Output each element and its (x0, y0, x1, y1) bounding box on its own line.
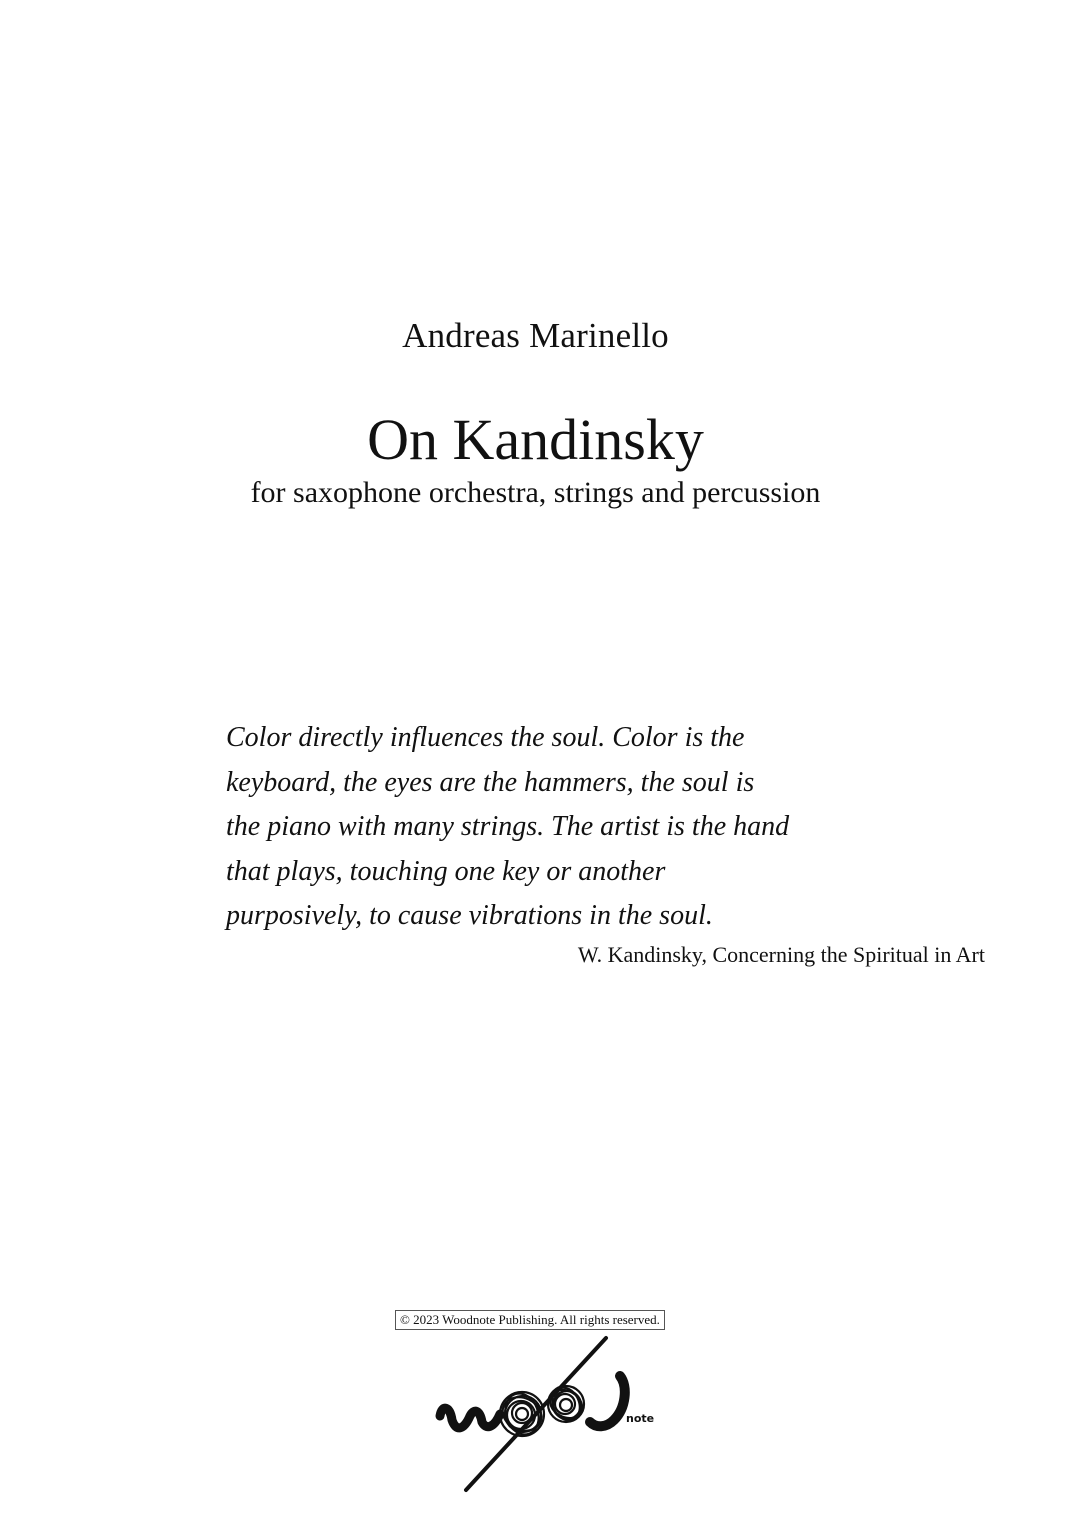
epigraph-line: purposively, to cause vibrations in the soul. (226, 900, 713, 931)
epigraph-line: keyboard, the eyes are the hammers, the soul is (226, 766, 755, 798)
epigraph-line: that plays, touching one key or another (226, 855, 666, 887)
epigraph-line: Color directly influences the soul. Color is the (226, 722, 745, 753)
woodnote-logo-icon (430, 1334, 660, 1494)
work-title: On Kandinsky (367, 407, 704, 472)
epigraph-attribution: W. Kandinsky, Concerning the Spiritual in Art (577, 942, 985, 967)
instrumentation-subtitle: for saxophone orchestra, strings and percussion (250, 476, 821, 509)
epigraph-quote (226, 716, 886, 939)
epigraph-line: the piano with many strings. The artist is the hand (226, 811, 790, 842)
copyright-notice: © 2023 Woodnote Publishing. All rights reserved. (395, 1310, 665, 1330)
logo-wordmark: note (626, 1412, 655, 1425)
composer-name: Andreas Marinello (402, 316, 669, 355)
